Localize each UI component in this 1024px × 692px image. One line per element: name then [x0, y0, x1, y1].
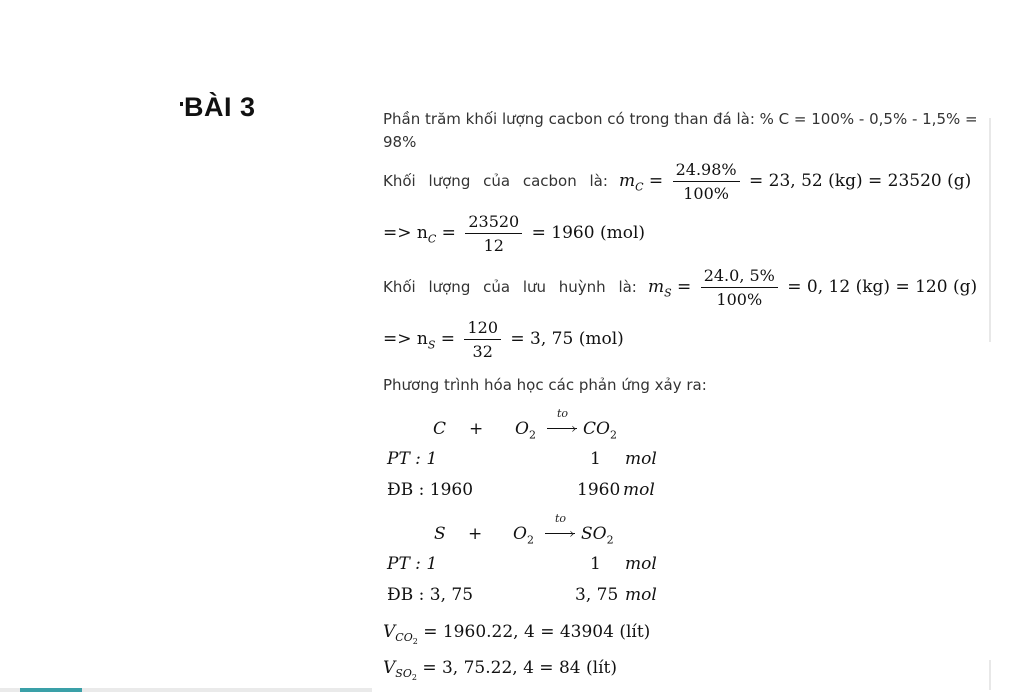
reaction1-db-value: 1960	[577, 480, 621, 500]
sulfur-mol-line: => $n_S$ = $\frac{120}{32}$ = 3, 75 (mol)	[383, 318, 624, 361]
carbon-mol-subscript: C	[427, 232, 437, 246]
sulfur-mass-label: Khối lượng của lưu huỳnh là:	[383, 278, 637, 296]
carbon-mol-prefix: => n	[383, 223, 428, 243]
carbon-mass-denominator: 100%	[683, 184, 729, 203]
sulfur-mass-subscript: S	[664, 286, 672, 300]
reaction2-oxygen: $O_2$	[513, 524, 534, 547]
sulfur-mol-denominator: 32	[472, 342, 493, 361]
carbon-mol-result: = 1960 (mol)	[531, 223, 646, 243]
reaction1-reactant: C	[433, 419, 447, 439]
reaction2-plus: +	[468, 524, 483, 544]
sulfur-mol-fraction	[464, 318, 501, 361]
carbon-mass-subscript: C	[635, 180, 644, 194]
volume-so2-result: = 3, 75.22, 4 = 84 (lít)	[422, 658, 617, 678]
reaction2-pt-value: 1	[590, 554, 601, 574]
carbon-mass-numerator: 24.98%	[673, 160, 740, 182]
volume-co2-result: = 1960.22, 4 = 43904 (lít)	[423, 622, 651, 642]
sulfur-mass-line: Khối lượng của lưu huỳnh là: $m_S$ = $\frac{24.0, 5\%}{100\%}$ = 0, 12 (kg) = 120 (g)	[383, 266, 978, 309]
carbon-mol-line: => $n_C$ = $\frac{23520}{12}$ = 1960 (mol)	[383, 212, 646, 255]
exercise-heading-text: BÀI 3	[184, 92, 256, 122]
sulfur-mol-prefix: => n	[383, 329, 428, 349]
carbon-mol-denominator: 12	[483, 236, 504, 255]
reaction2-product: $SO_2$	[581, 524, 614, 547]
intro-text: Phần trăm khối lượng cacbon có trong than đá là: % C = 100% - 0,5% - 1,5% = 98%	[383, 110, 978, 151]
reaction1-pt-unit: mol	[625, 449, 657, 469]
reactions-label: Phương trình hóa học các phản ứng xảy ra:	[383, 376, 707, 394]
sulfur-mol-subscript: S	[427, 338, 436, 352]
reaction2-db-label: ĐB : 3, 75	[387, 585, 474, 605]
reaction2-db-value: 3, 75	[575, 585, 619, 605]
carbon-mass-result: = 23, 52 (kg) = 23520 (g)	[749, 171, 972, 191]
carbon-mol-numerator: 23520	[465, 212, 522, 234]
carbon-mol-fraction	[465, 212, 522, 255]
exercise-heading	[184, 92, 256, 123]
volume-so2-line: $V_{SO_2} = 3$, 75.22, 4 = 84 (lít)	[383, 658, 617, 683]
reaction2-condition: to	[555, 512, 567, 525]
reaction2-reactant: S	[434, 524, 446, 544]
sulfur-mol-numerator: 120	[464, 318, 501, 340]
reaction1-pt-value: 1	[590, 449, 601, 469]
reaction1-condition: to	[557, 407, 569, 420]
scroll-track-lower	[989, 660, 991, 690]
scroll-track	[989, 118, 991, 342]
sulfur-mass-result: = 0, 12 (kg) = 120 (g)	[787, 277, 978, 297]
carbon-mass-line: Khối lượng của cacbon là: $m_C$ = $\frac{24.98\%}{100\%}$ = 23, 52 (kg) = 23520 (g)	[383, 160, 972, 203]
sulfur-mass-fraction	[701, 266, 778, 309]
reaction1-oxygen: $O_2$	[515, 419, 536, 442]
reaction2-db-unit: mol	[625, 585, 657, 605]
reaction2-pt-label: PT : 1	[387, 554, 438, 574]
reaction1-db-unit: mol	[623, 480, 655, 500]
reaction1-plus: +	[469, 419, 484, 439]
carbon-mass-label: Khối lượng của cacbon là:	[383, 172, 608, 190]
sulfur-mass-numerator: 24.0, 5%	[701, 266, 778, 288]
carbon-mass-symbol: m	[618, 171, 636, 191]
volume-co2-line: $V_{CO_2} = 1960.22$, 4 = 43904 (lít)	[383, 622, 651, 647]
reaction1-pt-label: PT : 1	[387, 449, 438, 469]
reaction1-db-label: ĐB : 1960	[387, 480, 474, 500]
sulfur-mol-result: = 3, 75 (mol)	[510, 329, 624, 349]
sulfur-mass-symbol: m	[647, 277, 665, 297]
heading-marker	[180, 102, 183, 106]
carbon-mass-fraction	[673, 160, 740, 203]
reaction2-pt-unit: mol	[625, 554, 657, 574]
reaction1-product: $CO_2$	[583, 419, 617, 442]
bottom-accent	[20, 688, 82, 692]
sulfur-mass-denominator: 100%	[716, 290, 763, 309]
